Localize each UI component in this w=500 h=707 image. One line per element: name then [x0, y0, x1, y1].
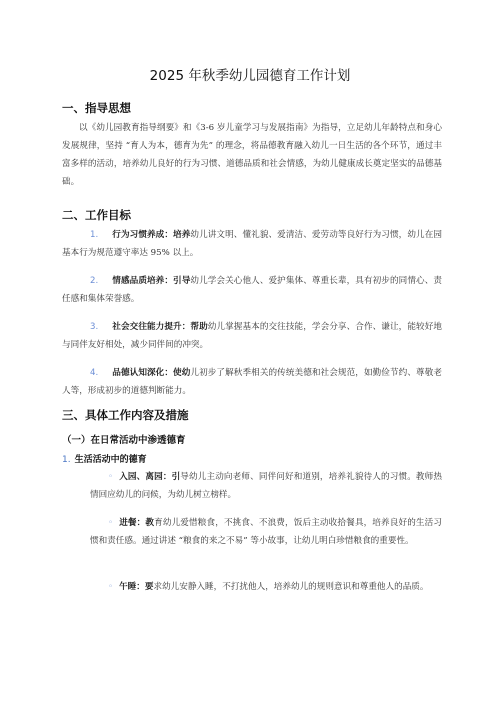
goal-text: 幼儿掌握基本的交往技能，学会分享、合作、谦让，能较好地与同伴友好相处，减少同伴间的冲突。 [62, 322, 442, 350]
sub-item-meal [90, 514, 442, 550]
goal-text: 幼儿讲文明、懂礼貌、爱清洁、爱劳动等良好行为习惯，幼儿在园基本行为规范遵守率达 95% 以上。 [62, 230, 442, 258]
bullet-icon: ◦ [108, 472, 114, 482]
point-heading-life-activities [62, 452, 147, 465]
goal-item-1 [62, 226, 442, 262]
guiding-thought-paragraph: 以《幼儿园教育指导纲要》和《3-6 岁儿童学习与发展指南》为指导，立足幼儿年龄特点和身心发展规律，坚持 “育人为本，德育为先” 的理念，将品德教育融入幼儿一日生活的各个环节，通过丰富多样的活动，培养幼儿良好的行为习惯、道德品质和社会情感，为幼儿健康成长奠定坚实的品德基础。 [62, 123, 442, 187]
subsection-heading-daily-activities: （一）在日常活动中渗透德育 [62, 435, 186, 446]
sub-item-lead: 午睡：要 [119, 582, 154, 592]
bullet-icon: ◦ [108, 518, 114, 528]
point-label: 生活活动中的德育 [74, 455, 147, 465]
goal-number: 3. [90, 322, 99, 332]
goal-item-3 [62, 318, 442, 354]
goal-item-4 [62, 364, 442, 400]
goal-lead: 社会交往能力提升：帮助 [112, 322, 208, 332]
sub-item-text: 导幼儿主动向老师、同伴问好和道别，培养礼貌待人的习惯。教师热情回应幼儿的问候，为幼儿树立榜样。 [90, 472, 442, 500]
sub-item-text: 育幼儿爱惜粮食，不挑食、不浪费，饭后主动收拾餐具，培养良好的生活习惯和责任感。通过讲述 “粮食的来之不易” 等小故事，让幼儿明白珍惜粮食的重要性。 [90, 518, 442, 546]
section-heading-guiding-thought: 一、指导思想 [62, 101, 131, 115]
goal-number: 1. [90, 230, 99, 240]
goal-lead: 品德认知深化：使幼 [112, 368, 191, 378]
goal-text: 幼儿学会关心他人、爱护集体、尊重长辈，具有初步的同情心、责任感和集体荣誉感。 [62, 276, 442, 304]
goal-number: 4. [90, 368, 99, 378]
section-heading-work-goals: 二、工作目标 [62, 208, 131, 222]
bullet-icon: ◦ [108, 582, 114, 592]
goal-text: 儿初步了解秋季相关的传统美德和社会规范，如勤俭节约、尊敬老人等，形成初步的道德判断能力。 [62, 368, 442, 396]
sub-item-nap [90, 578, 442, 596]
document-title: 2025 年秋季幼儿园德育工作计划 [149, 68, 351, 84]
section-heading-content-measures: 三、具体工作内容及措施 [62, 408, 189, 422]
goal-lead: 情感品质培养：引导 [112, 276, 191, 286]
sub-item-arrival-departure [90, 468, 442, 504]
sub-item-text: 求幼儿安静入睡，不打扰他人，培养幼儿的规则意识和尊重他人的品质。 [153, 582, 429, 592]
sub-item-lead: 进餐：教 [119, 518, 155, 528]
goal-item-2 [62, 272, 442, 308]
goal-number: 2. [90, 276, 99, 286]
sub-item-lead: 入园、离园：引 [119, 472, 181, 482]
point-number: 1. [62, 455, 71, 465]
goal-lead: 行为习惯养成：培养 [112, 230, 191, 240]
